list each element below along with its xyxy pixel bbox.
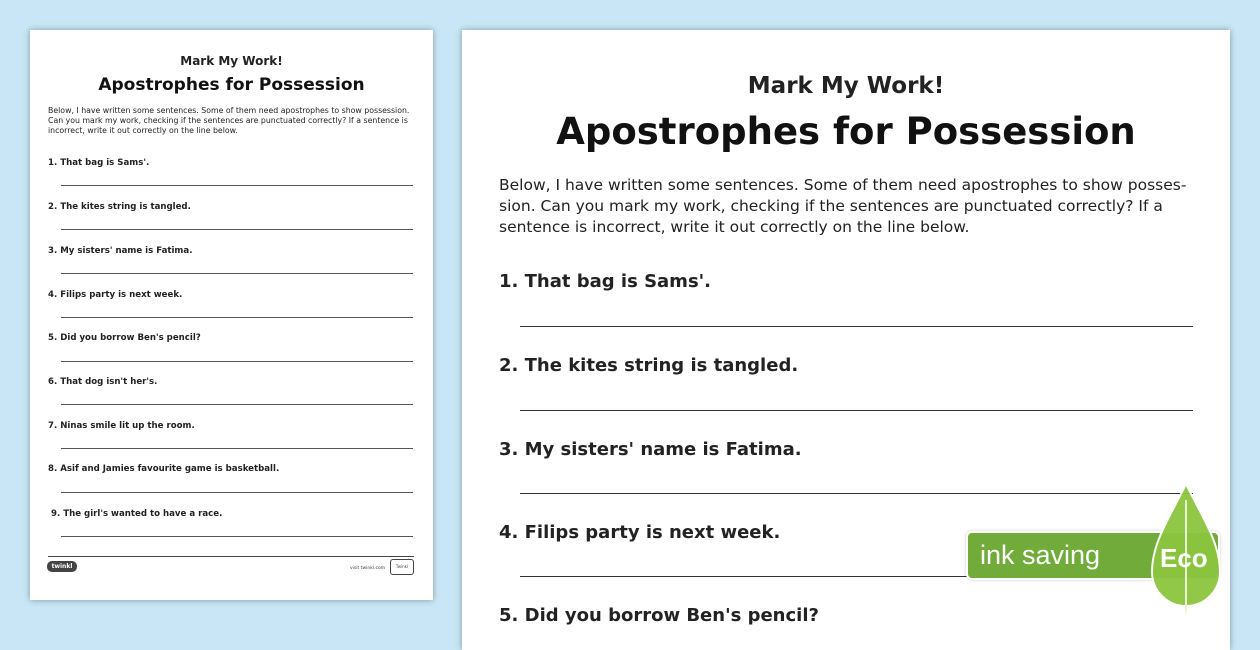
answer-line [61, 536, 413, 537]
eco-label: ink saving [980, 540, 1101, 570]
question-7: 7. Ninas smile lit up the room. [48, 421, 195, 431]
twinkl-logo: twinkl [47, 561, 77, 572]
question-1: 1. That bag is Sams'. [499, 271, 712, 292]
worksheet-title: Apostrophes for Possession [556, 110, 1136, 153]
question-5: 5. Did you borrow Ben's pencil? [48, 333, 201, 343]
answer-line [520, 410, 1193, 411]
eco-word: Eco [1160, 543, 1208, 573]
question-5: 5. Did you borrow Ben's pencil? [499, 605, 819, 626]
question-6: 6. That dog isn't her's. [48, 377, 158, 387]
question-2: 2. The kites string is tangled. [499, 355, 799, 376]
question-4: 4. Filips party is next week. [48, 290, 183, 300]
intro-line: sion. Can you mark my work, checking if the sentences are punctuated correctly? If a [499, 197, 1163, 215]
answer-line [61, 229, 413, 230]
eco-ink-saving-badge [966, 480, 1260, 620]
answer-line [61, 317, 413, 318]
question-3: 3. My sisters' name is Fatima. [48, 246, 193, 256]
question-4: 4. Filips party is next week. [499, 522, 781, 543]
footer-divider [48, 556, 414, 557]
question-1: 1. That bag is Sams'. [48, 158, 150, 168]
footer-badge: Twinkl [390, 559, 414, 575]
worksheet-subtitle: Mark My Work! [747, 73, 945, 99]
answer-line [61, 185, 413, 186]
question-8: 8. Asif and Jamies favourite game is basketball. [48, 464, 280, 474]
question-9: 9. The girl's wanted to have a race. [51, 509, 223, 519]
answer-line [61, 404, 413, 405]
answer-line [61, 273, 413, 274]
answer-line [520, 326, 1193, 327]
worksheet-title: Apostrophes for Possession [98, 75, 365, 95]
worksheet-intro: Below, I have written some sentences. Some of them need apostrophes to show possession. Can you mark my work, checking if the sentences are punctuated correctly? If a sentence is incorrect, write it out correctly on the line below. [48, 106, 410, 135]
footer-url: visit twinkl.com [350, 566, 386, 571]
worksheet-subtitle: Mark My Work! [180, 54, 283, 68]
answer-line [61, 492, 413, 493]
answer-line [61, 448, 413, 449]
intro-line: sentence is incorrect, write it out correctly on the line below. [499, 218, 970, 236]
worksheet-intro [499, 175, 1199, 238]
question-3: 3. My sisters' name is Fatima. [499, 439, 802, 460]
intro-line: Below, I have written some sentences. Some of them need apostrophes to show posses- [499, 176, 1187, 194]
question-2: 2. The kites string is tangled. [48, 202, 191, 212]
worksheet-thumbnail[interactable] [30, 30, 433, 600]
answer-line [61, 361, 413, 362]
